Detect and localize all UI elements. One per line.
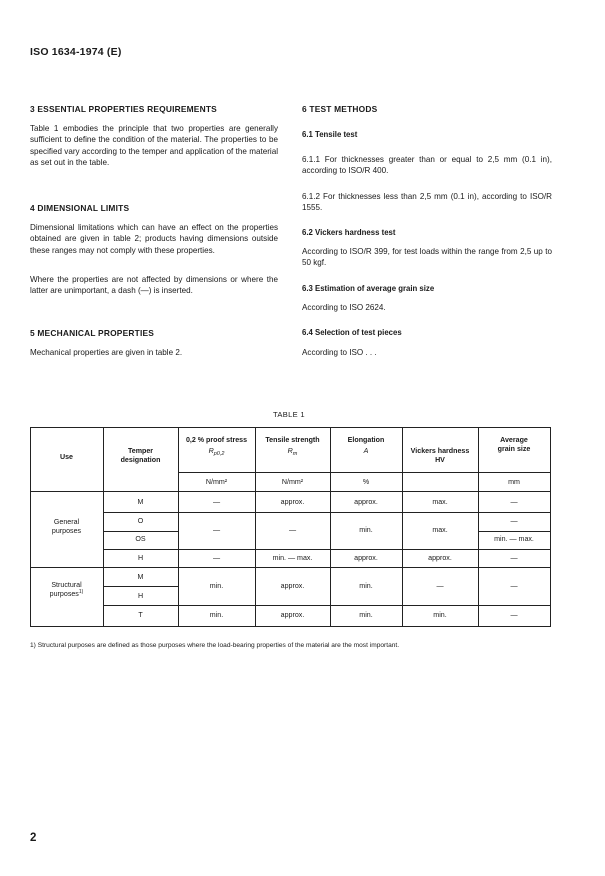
section-6-4-body: According to ISO . . . — [302, 348, 377, 357]
row-structural-mh-elongation: min. — [359, 582, 373, 590]
row-h-tensile: min. — max. — [272, 554, 313, 562]
row-structural-mh-proof: min. — [209, 582, 224, 590]
row-m-hv: max. — [432, 498, 448, 506]
table-1 — [30, 427, 551, 627]
row-structural-t-tensile: approx. — [280, 611, 305, 619]
row-o-os-elongation: min. — [359, 526, 373, 534]
section-6-1-2: 6.1.2 For thicknesses less than 2,5 mm (0.1 in), according to ISO/R 1555. — [302, 192, 552, 213]
section-6-1-1: 6.1.1 For thicknesses greater than or equal to 2,5 mm (0.1 in), according to ISO/R 400. — [302, 155, 552, 176]
header-elongation: Elongation — [347, 436, 385, 444]
row-rule — [103, 586, 178, 587]
row-rule-header-bottom — [30, 491, 551, 492]
header-elongation-symbol: A — [363, 447, 369, 455]
table-border-bottom — [30, 626, 551, 627]
header-grain-size: Average grain size — [497, 436, 531, 453]
unit-tensile: N/mm² — [281, 478, 304, 486]
row-h-proof: — — [212, 554, 221, 562]
header-temper: Temper designation — [120, 447, 161, 464]
section-4-title: 4 DIMENSIONAL LIMITS — [30, 203, 130, 213]
row-structural-t-temper: T — [138, 611, 143, 619]
group-structural-purposes: Structural purposes$^{1)}$ — [49, 581, 84, 598]
header-tensile-strength: Tensile strength — [265, 436, 320, 444]
row-rule — [103, 605, 551, 606]
row-structural-mh-grain: — — [510, 582, 518, 590]
row-structural-t-grain: — — [510, 611, 518, 619]
row-o-os-tensile: — — [288, 526, 297, 534]
group-general-purposes: General purposes — [51, 518, 82, 535]
row-m-elongation: approx. — [354, 498, 378, 506]
row-rule — [478, 531, 550, 532]
row-m-grain: — — [510, 498, 518, 506]
section-6-2-body: According to ISO/R 399, for test loads within the range from 2,5 up to 50 kgf. — [302, 247, 552, 268]
header-proof-symbol: $R_{p0,2}$ — [208, 447, 225, 457]
unit-proof: N/mm² — [205, 478, 228, 486]
row-m-tensile: approx. — [280, 498, 305, 506]
row-structural-mh-tensile: approx. — [280, 582, 305, 590]
row-rule-units-top-grain — [478, 472, 550, 473]
row-rule-units-top — [178, 472, 478, 473]
section-4-body-2: Where the properties are not affected by dimensions or where the latter are unimportant, a dash (—) is inserted. — [30, 275, 278, 296]
row-o-temper: O — [137, 517, 144, 525]
row-o-grain: — — [510, 517, 518, 525]
table-border-right — [550, 427, 551, 627]
row-h-elongation: approx. — [354, 554, 378, 562]
header-tensile-symbol: $R_m$ — [287, 447, 298, 457]
row-rule — [103, 512, 551, 513]
row-h-grain: — — [510, 554, 518, 562]
row-structural-h-temper: H — [137, 592, 144, 600]
section-5-body: Mechanical properties are given in table 2. — [30, 348, 183, 357]
section-4-body-1: Dimensional limitations which can have an effect on the properties obtained are given in table 2; products having dimensions outside these ranges may not comply with these properties. — [30, 223, 278, 255]
row-rule — [103, 531, 178, 532]
unit-grain: mm — [508, 478, 520, 486]
document-header: ISO 1634-1974 (E) — [30, 46, 122, 58]
col-rule — [478, 427, 479, 627]
row-m-temper: M — [137, 498, 144, 506]
header-use: Use — [59, 453, 73, 461]
header-vickers: Vickers hardness HV — [410, 447, 470, 464]
row-h-hv: approx. — [428, 554, 452, 562]
row-os-temper: OS — [135, 535, 146, 543]
table-caption: TABLE 1 — [273, 410, 305, 419]
row-m-proof: — — [212, 498, 221, 506]
section-3-body: Table 1 embodies the principle that two properties are generally sufficient to define the condition of the material. The properties to be specified vary according to the temper and application of the material as set out in the table. — [30, 124, 278, 168]
row-rule — [103, 549, 551, 550]
row-h-temper: H — [137, 554, 144, 562]
section-6-3-body: According to ISO 2624. — [302, 303, 386, 312]
header-proof-stress: 0,2 % proof stress — [185, 436, 248, 444]
row-os-grain: min. — max. — [494, 535, 534, 543]
section-3-title: 3 ESSENTIAL PROPERTIES REQUIREMENTS — [30, 104, 217, 114]
section-6-title: 6 TEST METHODS — [302, 104, 378, 114]
section-6-2-title: 6.2 Vickers hardness test — [302, 228, 396, 237]
section-6-4-title: 6.4 Selection of test pieces — [302, 328, 402, 337]
row-structural-m-temper: M — [137, 573, 144, 581]
row-o-os-hv: max. — [432, 526, 448, 534]
row-structural-t-elongation: min. — [359, 611, 373, 619]
row-structural-mh-hv: — — [436, 582, 444, 590]
row-rule-group — [30, 567, 551, 568]
row-structural-t-proof: min. — [209, 611, 224, 619]
section-6-1-title: 6.1 Tensile test — [302, 130, 358, 139]
table-border-top — [30, 427, 551, 428]
section-5-title: 5 MECHANICAL PROPERTIES — [30, 328, 155, 338]
row-o-os-proof: — — [212, 526, 221, 534]
unit-elongation: % — [362, 478, 370, 486]
row-structural-t-hv: min. — [433, 611, 447, 619]
page-number: 2 — [30, 832, 37, 844]
section-6-3-title: 6.3 Estimation of average grain size — [302, 284, 435, 293]
table-footnote: 1) Structural purposes are defined as those purposes where the load-bearing properties of the material are the most important. — [30, 642, 400, 649]
